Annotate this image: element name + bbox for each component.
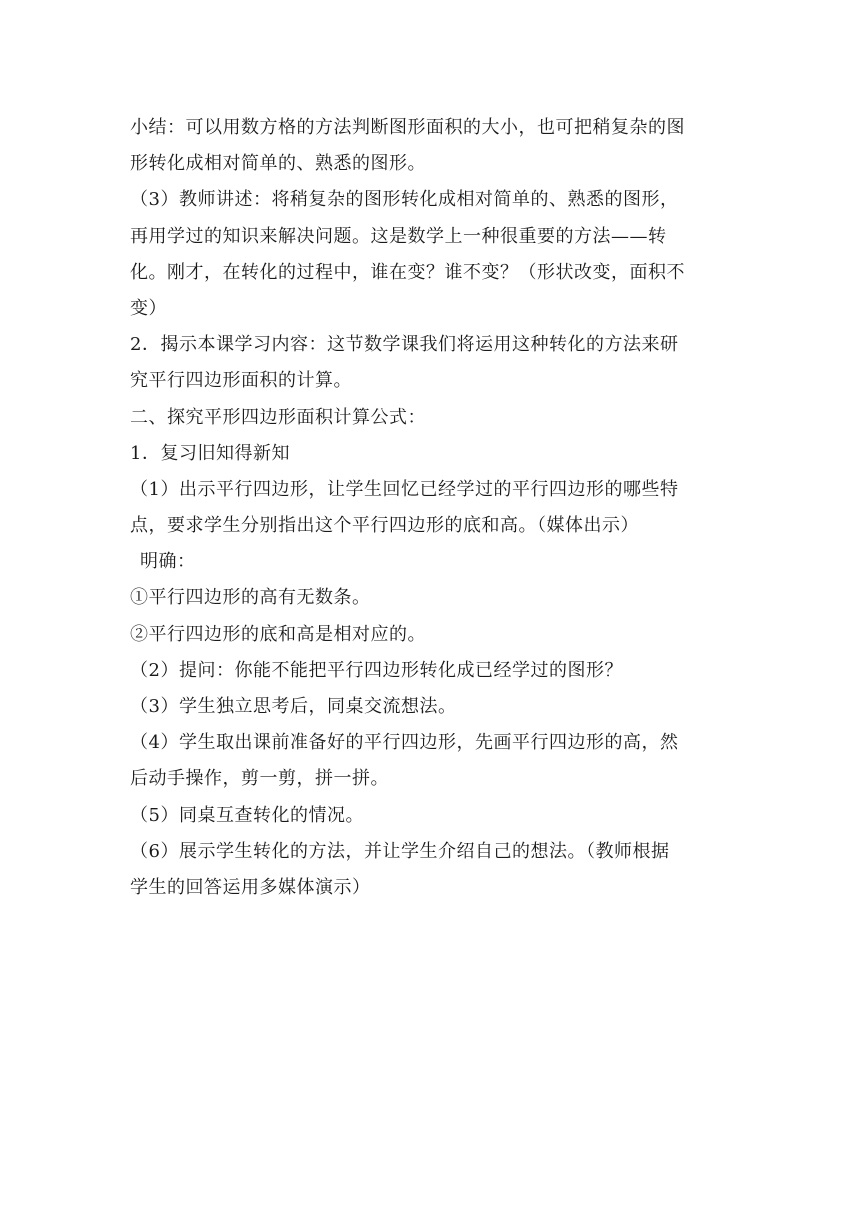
text-line: 明确： (140, 551, 196, 573)
text-line: 点，要求学生分别指出这个平行四边形的底和高。（媒体出示） (130, 515, 639, 537)
text-line: 后动手操作，剪一剪，拼一拼。 (130, 768, 389, 790)
text-line: （5）同桌互查转化的情况。 (130, 804, 364, 826)
text-line: ②平行四边形的底和高是相对应的。 (130, 623, 426, 645)
text-line: 化。刚才，在转化的过程中，谁在变？谁不变？（形状改变，面积不 (130, 261, 685, 283)
text-line: （3）学生独立思考后，同桌交流想法。 (130, 696, 457, 717)
text-line: （4）学生取出课前准备好的平行四边形，先画平行四边形的高，然 (130, 732, 679, 754)
text-line: 2．揭示本课学习内容：这节数学课我们将运用这种转化的方法来研 (130, 334, 679, 356)
text-line: 小结：可以用数方格的方法判断图形面积的大小，也可把稍复杂的图 (130, 117, 685, 138)
text-line: 究平行四边形面积的计算。 (130, 370, 352, 392)
subsection-heading: 1．复习旧知得新知 (130, 442, 290, 464)
section-heading: 二、探究平形四边形面积计算公式： (130, 406, 426, 428)
document-body (130, 110, 732, 906)
text-line: 学生的回答运用多媒体演示） (130, 876, 371, 898)
text-line: ①平行四边形的高有无数条。 (130, 587, 371, 609)
text-line: （1）出示平行四边形，让学生回忆已经学过的平行四边形的哪些特 (130, 478, 679, 500)
text-line: 变） (130, 297, 167, 319)
text-line: （2）提问：你能不能把平行四边形转化成已经学过的图形？ (130, 659, 623, 681)
text-line: 形转化成相对简单的、熟悉的图形。 (130, 153, 426, 175)
text-line: （3）教师讲述：将稍复杂的图形转化成相对简单的、熟悉的图形， (130, 189, 679, 211)
text-line: （6）展示学生转化的方法，并让学生介绍自己的想法。（教师根据 (130, 840, 670, 862)
text-line: 再用学过的知识来解决问题。这是数学上一种很重要的方法——转 (130, 225, 667, 247)
